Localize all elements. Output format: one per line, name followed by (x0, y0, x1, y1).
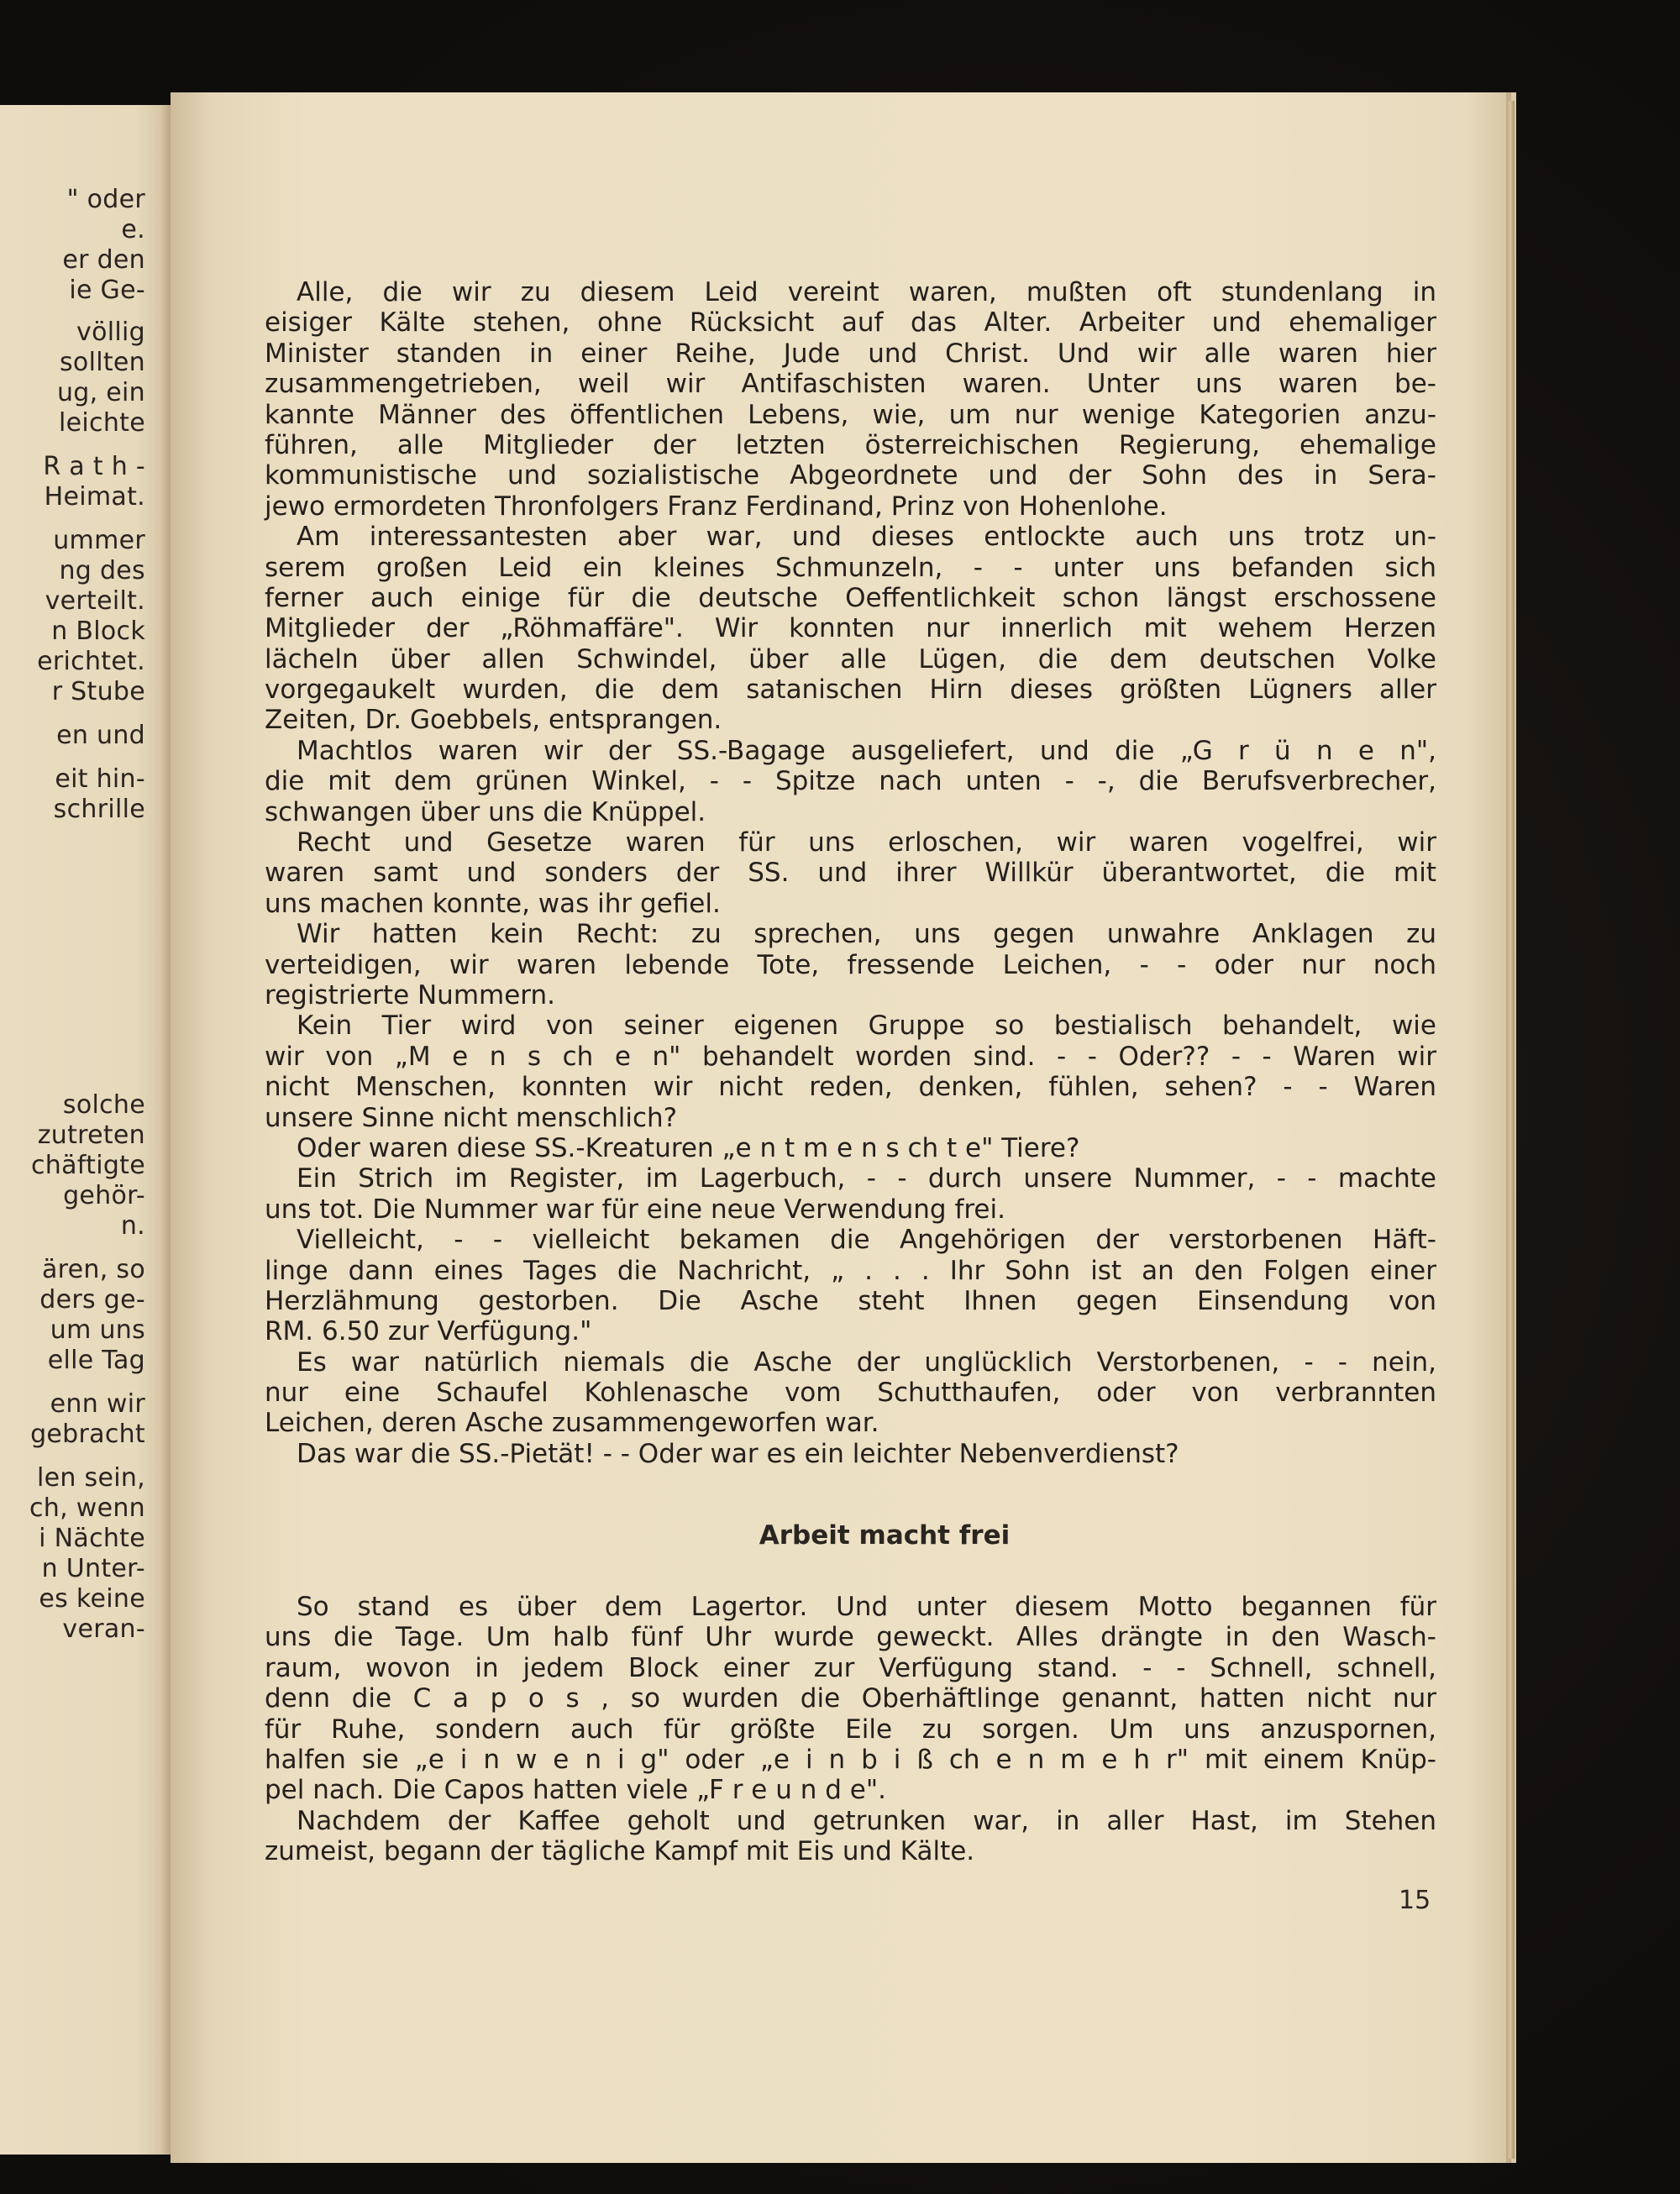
previous-page-line: R a t h - (43, 452, 145, 481)
text-line: So stand es über dem Lagertor. Und unter diesem Motto begannen für (297, 1592, 1436, 1622)
page-number: 15 (1399, 1886, 1431, 1915)
previous-page-line: erichtet. (37, 647, 145, 676)
page (171, 92, 1506, 2163)
text-line: die mit dem grünen Winkel, - - Spitze nach unten - -, die Berufsverbrecher, (265, 766, 1436, 797)
text-line: Minister standen in einer Reihe, Jude und Christ. Und wir alle waren hier (265, 338, 1436, 369)
previous-page-line: chäftigte (31, 1151, 145, 1180)
text-line: kannte Männer des öffentlichen Lebens, wie, um nur wenige Kategorien anzu- (265, 399, 1436, 430)
text-line: zumeist, begann der tägliche Kampf mit Eis und Kälte. (265, 1836, 975, 1867)
text-line: Ein Strich im Register, im Lagerbuch, - - durch unsere Nummer, - - machte (297, 1163, 1436, 1194)
previous-page-line: n. (120, 1211, 145, 1241)
text-line: uns machen konnte, was ihr gefiel. (265, 888, 721, 919)
text-line: unsere Sinne nicht menschlich? (265, 1102, 678, 1133)
previous-page-line: r Stube (51, 677, 145, 706)
text-line: raum, wovon in jedem Block einer zur Verfügung stand. - - Schnell, schnell, (265, 1652, 1436, 1683)
text-line: waren samt und sonders der SS. und ihrer Willkür überantwortet, die mit (265, 858, 1436, 889)
text-line: zusammengetrieben, weil wir Antifaschisten waren. Unter uns waren be- (265, 369, 1436, 400)
text-line: für Ruhe, sondern auch für größte Eile zu sorgen. Um uns anzuspornen, (265, 1714, 1436, 1745)
text-line: Wir hatten kein Recht: zu sprechen, uns gegen unwahre Anklagen zu (297, 919, 1436, 950)
previous-page-line: schrille (53, 795, 145, 824)
text-line: nicht Menschen, konnten wir nicht reden, denken, fühlen, sehen? - - Waren (265, 1072, 1436, 1103)
text-line: nur eine Schaufel Kohlenasche vom Schutthaufen, oder von verbrannten (265, 1378, 1436, 1409)
body-text-block-1 (265, 277, 1436, 1469)
previous-page-line: leichte (59, 408, 145, 438)
previous-page-line: ng des (59, 556, 145, 585)
text-line: serem großen Leid ein kleines Schmunzeln, - - unter uns befanden sich (265, 552, 1436, 583)
previous-page-line: er den (62, 245, 145, 275)
text-line: vorgegaukelt wurden, die dem satanischen Hirn dieses größten Lügners aller (265, 674, 1436, 706)
previous-page-edge (0, 105, 171, 2155)
previous-page-line: gebracht (30, 1420, 145, 1449)
text-line: Mitglieder der „Röhmaffäre". Wir konnten nur innerlich mit wehem Herzen (265, 613, 1436, 644)
previous-page-line: es keine (39, 1584, 145, 1614)
text-line: Herzlähmung gestorben. Die Asche steht Ihnen gegen Einsendung von (265, 1285, 1436, 1316)
text-line: schwangen über uns die Knüppel. (265, 796, 706, 827)
body-text-block-2 (265, 1592, 1436, 1867)
text-line: pel nach. Die Capos hatten viele „F r e u n d e". (265, 1775, 886, 1806)
previous-page-line: enn wir (50, 1389, 145, 1419)
text-line: denn die C a p o s , so wurden die Oberhäftlinge genannt, hatten nicht nur (265, 1683, 1436, 1714)
text-line: halfen sie „e i n w e n i g" oder „e i n b i ß ch e n m e h r" mit einem Knüp- (265, 1744, 1436, 1775)
previous-page-line: völlig (76, 318, 145, 347)
text-line: Vielleicht, - - vielleicht bekamen die Angehörigen der verstorbenen Häft- (297, 1225, 1436, 1256)
text-line: Recht und Gesetze waren für uns erloschen, wir waren vogelfrei, wir (297, 827, 1436, 858)
text-line: führen, alle Mitglieder der letzten österreichischen Regierung, ehemalige (265, 429, 1436, 460)
text-line: ferner auch einige für die deutsche Oeffentlichkeit schon längst erschossene (265, 582, 1436, 613)
previous-page-line: n Unter- (41, 1554, 145, 1583)
previous-page-line: e. (121, 215, 145, 244)
previous-page-line: ie Ge- (69, 276, 145, 305)
previous-page-line: i Nächte (39, 1524, 145, 1553)
text-line: uns tot. Die Nummer war für eine neue Verwendung frei. (265, 1194, 1005, 1225)
previous-page-line: n Block (51, 617, 145, 646)
previous-page-line: ug, ein (56, 378, 145, 407)
previous-page-line: veran- (62, 1614, 145, 1644)
previous-page-line: elle Tag (47, 1346, 145, 1375)
previous-page-line: zutreten (37, 1121, 145, 1150)
text-line: Nachdem der Kaffee geholt und getrunken war, in aller Hast, im Stehen (297, 1805, 1436, 1836)
previous-page-line: verteilt. (45, 586, 145, 616)
previous-page-line: ders ge- (39, 1285, 145, 1315)
previous-page-line: gehör- (63, 1181, 145, 1210)
text-line: Alle, die wir zu diesem Leid vereint waren, mußten oft stundenlang in (297, 277, 1436, 307)
previous-page-line: um uns (50, 1315, 145, 1345)
text-line: wir von „M e n s ch e n" behandelt worden sind. - - Oder?? - - Waren wir (265, 1041, 1436, 1072)
section-heading: Arbeit macht frei (759, 1520, 1011, 1551)
previous-page-line: len sein, (36, 1463, 145, 1493)
text-line: eisiger Kälte stehen, ohne Rücksicht auf das Alter. Arbeiter und ehemaliger (265, 307, 1436, 339)
text-line: Zeiten, Dr. Goebbels, entsprangen. (265, 705, 722, 736)
text-line: Leichen, deren Asche zusammengeworfen war. (265, 1408, 879, 1439)
text-line: Am interessantesten aber war, und dieses entlockte auch uns trotz un- (297, 522, 1436, 553)
previous-page-line: eit hin- (55, 764, 145, 794)
previous-page-line: ch, wenn (29, 1493, 145, 1523)
page-edge (1506, 101, 1515, 2159)
text-line: Es war natürlich niemals die Asche der unglücklich Verstorbenen, - - nein, (297, 1346, 1436, 1378)
text-line: Das war die SS.-Pietät! - - Oder war es ein leichter Nebenverdienst? (297, 1438, 1179, 1469)
previous-page-line: ummer (53, 526, 145, 555)
previous-page-line: solche (62, 1090, 145, 1120)
previous-page-line: Heimat. (44, 482, 145, 512)
text-line: Kein Tier wird von seiner eigenen Gruppe so bestialisch behandelt, wie (297, 1010, 1436, 1042)
text-line: linge dann eines Tages die Nachricht, „ . . . Ihr Sohn ist an den Folgen einer (265, 1255, 1436, 1286)
text-line: registrierte Nummern. (265, 979, 555, 1010)
text-line: Machtlos waren wir der SS.-Bagage ausgeliefert, und die „G r ü n e n", (297, 735, 1436, 766)
text-line: RM. 6.50 zur Verfügung." (265, 1316, 592, 1347)
text-line: lächeln über allen Schwindel, über alle Lügen, die dem deutschen Volke (265, 643, 1436, 674)
text-line: verteidigen, wir waren lebende Tote, fressende Leichen, - - oder nur noch (265, 949, 1436, 980)
text-line: jewo ermordeten Thronfolgers Franz Ferdinand, Prinz von Hohenlohe. (265, 491, 1168, 522)
previous-page-line: sollten (60, 348, 145, 377)
previous-page-line: en und (56, 721, 145, 750)
text-line: Oder waren diese SS.-Kreaturen „e n t m e n s ch t e" Tiere? (297, 1132, 1080, 1163)
text-line: uns die Tage. Um halb fünf Uhr wurde geweckt. Alles drängte in den Wasch- (265, 1622, 1436, 1653)
previous-page-line: ären, so (42, 1255, 145, 1284)
previous-page-line: " oder (66, 185, 145, 214)
text-line: kommunistische und sozialistische Abgeordnete und der Sohn des in Sera- (265, 460, 1436, 491)
